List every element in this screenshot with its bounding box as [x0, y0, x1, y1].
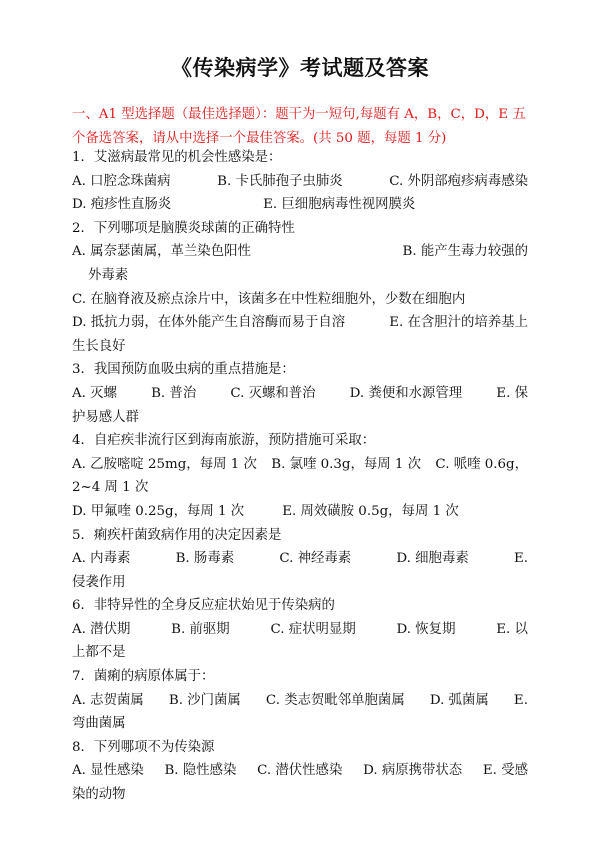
option-d: D. 疱疹性直肠炎 — [72, 197, 172, 213]
option-e: E. — [513, 692, 528, 708]
option-row — [72, 547, 528, 571]
option-d: D. 细胞毒素 — [396, 551, 469, 567]
option-b: B. 隐性感染 — [164, 763, 237, 779]
option-a: A. 乙胺嘧啶 25mg，每周 1 次 — [72, 456, 257, 472]
option-a: A. 潜伏期 — [72, 621, 131, 637]
option-e: E. 以 — [496, 621, 528, 637]
option-a: A. 志贺菌属 — [72, 692, 144, 708]
option-e: E. 受感 — [482, 763, 528, 779]
option-c: C. 灭螺和普治 — [230, 385, 316, 401]
option-b: B. 普治 — [151, 385, 197, 401]
option-row — [72, 453, 528, 477]
option-c: C. 潜伏性感染 — [257, 763, 343, 779]
question-list — [72, 146, 528, 807]
option-row — [72, 618, 528, 642]
question-1 — [72, 146, 528, 217]
option-c: C. 症状明显期 — [270, 621, 356, 637]
option-d: D. 恢复期 — [396, 621, 456, 637]
question-stem: 7．菌痢的病原体属于： — [72, 669, 215, 685]
option-row — [72, 759, 528, 783]
question-6 — [72, 594, 528, 665]
option-a: A. 灭螺 — [72, 385, 117, 401]
option-c: C. 外阴部疱疹病毒感染 — [389, 173, 528, 189]
question-2 — [72, 217, 528, 359]
option-d: D. 弧菌属 — [429, 692, 489, 708]
option-e: E. 保 — [496, 385, 528, 401]
option-b: B. 卡氏肺孢子虫肺炎 — [217, 173, 343, 189]
option-e: E. 周效磺胺 0.5g，每周 1 次 — [282, 503, 459, 519]
option-d: D. 抵抗力弱，在体外能产生自溶酶而易于自溶 — [72, 315, 346, 331]
option-e: E. — [513, 551, 528, 567]
option-e: E. 在含胆汁的培养基上 — [389, 315, 528, 331]
option-row — [72, 382, 528, 406]
page-title: 《传染病学》考试题及答案 — [171, 55, 429, 80]
option-continuation: 护易感人群 — [72, 409, 139, 425]
option-continuation: 弯曲菌属 — [72, 716, 126, 732]
option-b: B. 前驱期 — [171, 621, 230, 637]
question-stem: 1．艾滋病最常见的机会性感染是： — [72, 150, 282, 165]
option-d: D. 病原携带状态 — [363, 763, 463, 779]
option-e: E. 巨细胞病毒性视网膜炎 — [263, 197, 416, 213]
option-b: B. 肠毒素 — [175, 551, 235, 567]
question-5 — [72, 524, 528, 595]
option-b: B. 氯喹 0.3g，每周 1 次 — [271, 456, 422, 472]
option-a: A. 内毒素 — [72, 551, 131, 567]
option-b: B. 能产生毒力较强的 — [402, 244, 528, 260]
option-continuation: 生长良好 — [72, 338, 126, 354]
option-b: B. 沙门菌属 — [168, 692, 241, 708]
option-row — [72, 240, 528, 264]
question-stem: 4．自疟疾非流行区到海南旅游，预防措施可采取： — [72, 433, 376, 449]
question-3 — [72, 358, 528, 429]
option-c: C. 哌喹 0.6g， — [435, 456, 528, 472]
option-row — [72, 689, 528, 713]
question-8 — [72, 736, 528, 807]
question-7 — [72, 665, 528, 736]
option-d: D. 甲氟喹 0.25g，每周 1 次 — [72, 503, 245, 519]
option-continuation: 染的动物 — [72, 787, 126, 803]
question-stem: 3．我国预防血吸虫病的重点措施是： — [72, 362, 295, 378]
option-a: A. 属奈瑟菌属，革兰染色阳性 — [72, 244, 251, 260]
option-continuation: 侵袭作用 — [72, 574, 126, 590]
question-stem: 6．非特异性的全身反应症状始见于传染病的 — [72, 598, 335, 614]
question-stem: 5．痢疾杆菌致病作用的决定因素是 — [72, 527, 282, 543]
option-row — [72, 311, 528, 335]
option-a: A. 显性感染 — [72, 763, 144, 779]
option-c: C. 神经毒素 — [279, 551, 352, 567]
option-row — [72, 193, 528, 217]
option-d: D. 粪便和水源管理 — [349, 385, 463, 401]
section-header: 一、A1 型选择题（最佳选择题）：题干为一短句,每题有 A，B，C，D，E 五个备选答案，请从中选择一个最佳答案。(共 50 题，每题 1 分) — [72, 107, 526, 146]
option-row — [72, 170, 528, 194]
option-continuation: 2~4 周 1 次 — [72, 480, 149, 496]
option-c: C. 类志贺毗邻单胞菌属 — [265, 692, 405, 708]
option-continuation: 外毒素 — [88, 267, 129, 283]
question-stem: 2．下列哪项是脑膜炎球菌的正确特性 — [72, 220, 295, 236]
option-row — [72, 500, 528, 524]
question-4 — [72, 429, 528, 523]
option-continuation: 上都不是 — [72, 645, 126, 661]
option-c: C. 在脑脊液及瘀点涂片中，该菌多在中性粒细胞外，少数在细胞内 — [72, 291, 466, 307]
question-stem: 8．下列哪项不为传染源 — [72, 739, 215, 755]
option-a: A. 口腔念珠菌病 — [72, 173, 171, 189]
